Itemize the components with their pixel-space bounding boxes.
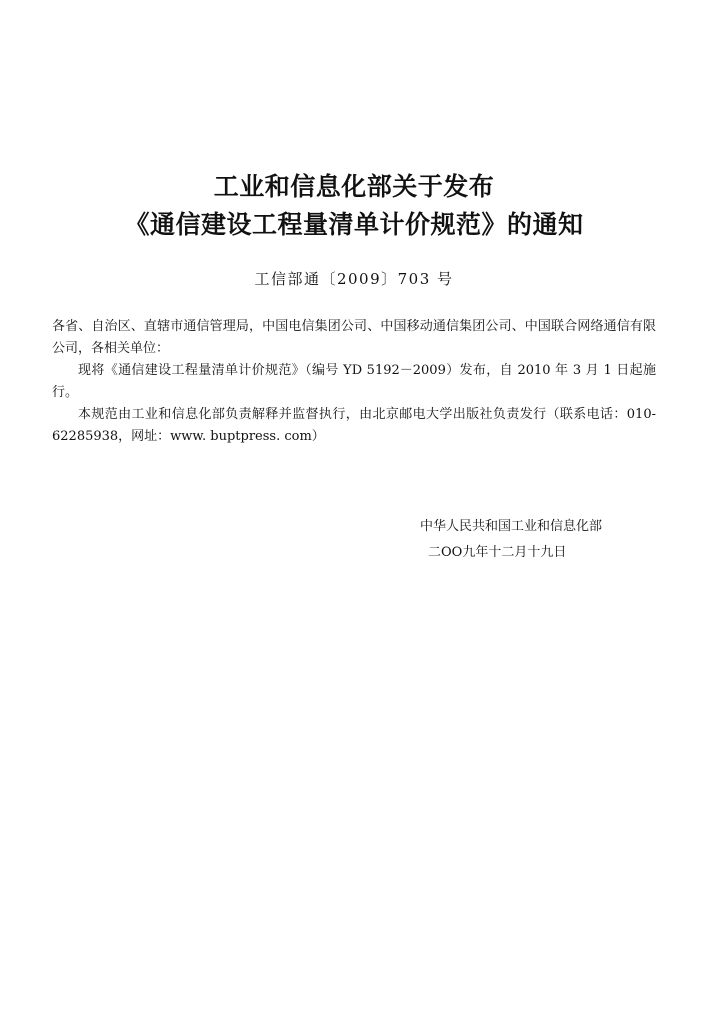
notice-body xyxy=(52,316,656,448)
addressee-paragraph: 各省、自治区、直辖市通信管理局，中国电信集团公司、中国移动通信集团公司、中国联合网络通信有限公司，各相关单位： xyxy=(52,319,656,356)
title-line-2: 《通信建设工程量清单计价规范》的通知 xyxy=(124,210,584,239)
responsibility-paragraph: 本规范由工业和信息化部负责解释并监督执行，由北京邮电大学出版社负责发行（联系电话：010-62285938，网址：www. buptpress. com） xyxy=(52,407,656,444)
signature-block xyxy=(420,514,602,566)
notice-title xyxy=(0,168,708,244)
document-number: 工信部通〔2009〕703 号 xyxy=(254,270,454,288)
issuing-organization: 中华人民共和国工业和信息化部 xyxy=(420,519,603,534)
title-line-1: 工业和信息化部关于发布 xyxy=(213,172,495,201)
release-paragraph: 现将《通信建设工程量清单计价规范》（编号 YD 5192－2009）发布，自 2010 年 3 月 1 日起施行。 xyxy=(52,363,656,400)
issue-date: 二OO九年十二月十九日 xyxy=(428,545,567,560)
